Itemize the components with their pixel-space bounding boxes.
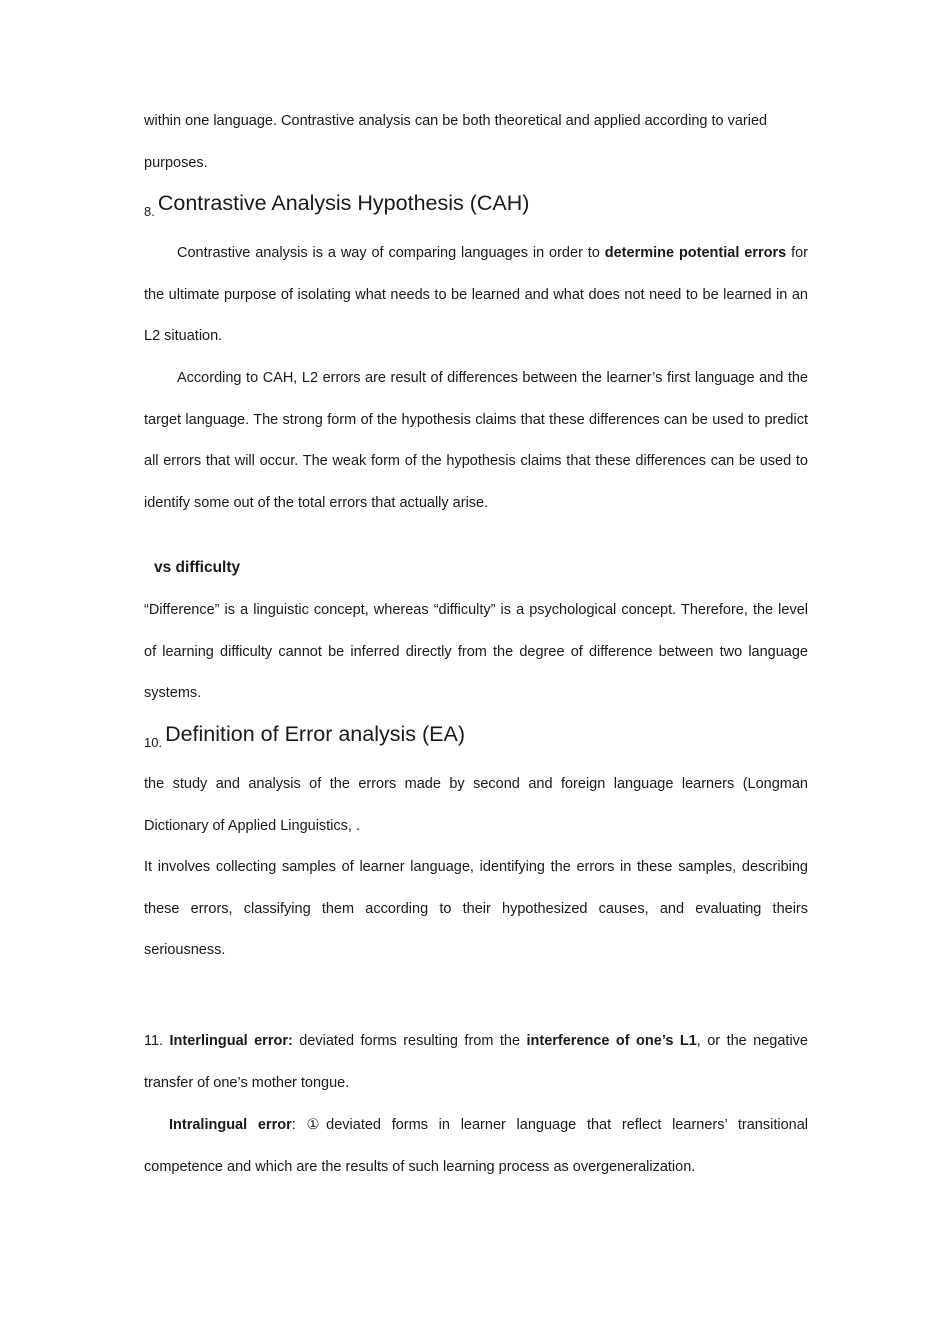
- heading-title: Contrastive Analysis Hypothesis (CAH): [157, 191, 530, 215]
- text-run: deviated forms resulting from the: [292, 1033, 527, 1049]
- paragraph-cah-forms: According to CAH, L2 errors are result of differences between the learner’s first language and the target language. The strong form of the hypothesis claims that these differences can be used to predict all errors that will occur. The weak form of the hypothesis claims that these differences can be used to identify some out of the total errors that actually arise.: [144, 370, 808, 511]
- paragraph-interlingual-error: [144, 1021, 808, 1104]
- bold-text: Intralingual error: [169, 1117, 292, 1133]
- paragraph-ca-definition: [144, 233, 808, 358]
- subheading-vs-difficulty: vs difficulty: [154, 559, 241, 576]
- text-run: for the ultimate purpose of isolating what needs to be learned and what does not need to be learned in an L2 situation.: [144, 245, 808, 344]
- heading-number: 8.: [144, 204, 155, 219]
- paragraph-line: purposes.: [144, 154, 208, 171]
- paragraph-intralingual-error: [144, 1105, 808, 1188]
- heading-number: 10.: [144, 735, 163, 750]
- paragraph-contrastive-analysis-end: [144, 101, 808, 184]
- paragraph-difference-difficulty: “Difference” is a linguistic concept, whereas “difficulty” is a psychological concept. Therefore, the level of learning difficulty cannot be inferred directly from the degree of difference between two language systems.: [144, 602, 808, 701]
- paragraph-line: within one language. Contrastive analysis can be both theoretical and applied according to varied: [144, 113, 768, 129]
- heading-cah: [144, 186, 808, 229]
- heading-title: Definition of Error analysis (EA): [165, 722, 465, 746]
- item-number: 11.: [144, 1033, 170, 1049]
- paragraph-ea-definition: the study and analysis of the errors made by second and foreign language learners (Longman Dictionary of Applied Linguistics, .: [144, 776, 808, 834]
- bold-text: Interlingual error:: [169, 1033, 293, 1049]
- bold-text: interference of one’s L1: [526, 1033, 697, 1049]
- bold-text: determine potential errors: [604, 245, 787, 261]
- heading-error-analysis: [144, 717, 808, 760]
- paragraph-ea-process: It involves collecting samples of learner language, identifying the errors in these samples, describing these errors, classifying them according to their hypothesized causes, and evaluating theirs seriousness.: [144, 859, 808, 958]
- text-run: : ①deviated forms in learner language that reflect learners’ transitional competence and which are the results of such learning process as overgeneralization.: [144, 1117, 808, 1175]
- text-run: Contrastive analysis is a way of comparing languages in order to: [177, 245, 605, 261]
- text-run: , or the negative transfer of one’s mother tongue.: [144, 1033, 808, 1091]
